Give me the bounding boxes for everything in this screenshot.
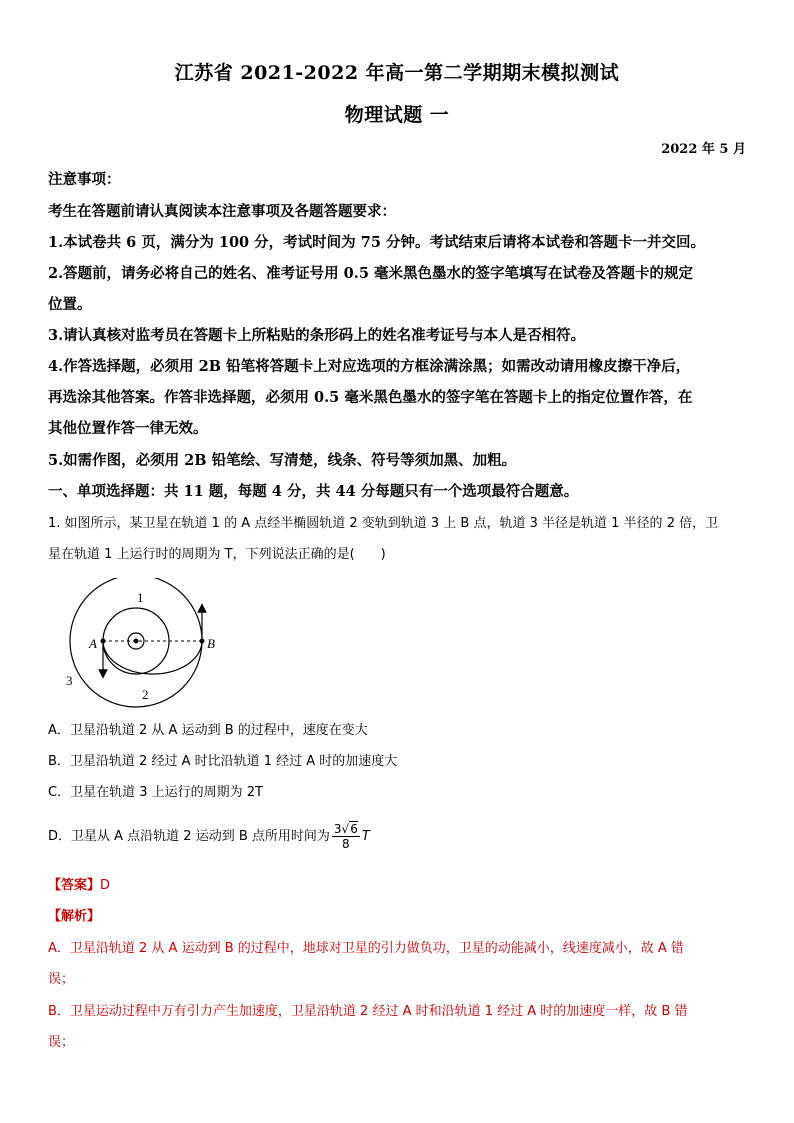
label-orbit-3: 3 (66, 673, 73, 688)
option-a: A．卫星沿轨道 2 从 A 运动到 B 的过程中，速度在变大 (48, 723, 368, 738)
analysis-a-line2: 误； (48, 972, 75, 987)
page-title: 江苏省 2021-2022 年高一第二学期期末模拟测试 (174, 62, 620, 84)
question-stem-line1: 1. 如图所示，某卫星在轨道 1 的 A 点经半椭圆轨道 2 变轨到轨道 3 上 B 点，轨道 3 半径是轨道 1 半径的 2 倍，卫 (48, 516, 719, 531)
notice-item-5: 5.如需作图，必须用 2B 铅笔绘、写清楚，线条、符号等须加黑、加粗。 (48, 452, 517, 469)
analysis-b-line1: B．卫星运动过程中万有引力产生加速度，卫星沿轨道 2 经过 A 时和沿轨道 1 经过 A 时的加速度一样，故 B 错 (48, 1004, 688, 1019)
notice-item-2a: 2.答题前，请务必将自己的姓名、准考证号用 0.5 毫米黑色墨水的签字笔填写在试卷及答题卡的规定 (48, 265, 693, 282)
analysis-a-line1: A．卫星沿轨道 2 从 A 运动到 B 的过程中，地球对卫星的引力做负功，卫星的动能减小，线速度减小，故 A 错 (48, 941, 684, 956)
notice-item-4c: 其他位置作答一律无效。 (48, 420, 208, 437)
notice-item-4a: 4.作答选择题，必须用 2B 铅笔将答题卡上对应选项的方框涂满涂黑；如需改动请用橡皮擦干净后， (48, 358, 691, 375)
label-orbit-2: 2 (142, 687, 149, 702)
option-d-text: D．卫星从 A 点沿轨道 2 运动到 B 点所用时间为 (48, 829, 330, 844)
fraction-denominator: 8 (342, 837, 350, 851)
orbit-diagram (56, 578, 226, 708)
option-d-suffix: T (361, 829, 370, 844)
notice-heading: 注意事项： (48, 171, 121, 188)
question-stem-line2: 星在轨道 1 上运行时的周期为 T，下列说法正确的是( ) (48, 547, 386, 562)
page-subtitle: 物理试题 一 (344, 104, 450, 126)
answer-value: D (100, 878, 111, 893)
notice-intro: 考生在答题前请认真阅读本注意事项及各题答题要求： (48, 203, 396, 220)
option-c: C．卫星在轨道 3 上运行的周期为 2T (48, 785, 263, 800)
exam-date: 2022 年 5 月 (661, 142, 746, 157)
label-point-a: A (89, 636, 97, 651)
notice-item-3: 3.请认真核对监考员在答题卡上所粘贴的条形码上的姓名准考证号与本人是否相符。 (48, 327, 586, 344)
fraction-coefficient: 3 (333, 822, 342, 836)
notice-item-1: 1.本试卷共 6 页，满分为 100 分，考试时间为 75 分钟。考试结束后请将本试卷和答题卡一并交回。 (48, 234, 705, 251)
notice-item-2b: 位置。 (48, 296, 92, 313)
section-heading: 一、单项选择题：共 11 题，每题 4 分，共 44 分每题只有一个选项最符合题意。 (48, 483, 579, 500)
analysis-label: 【解析】 (48, 909, 101, 924)
answer-line (48, 876, 748, 896)
answer-label: 【答案】 (48, 878, 101, 893)
label-orbit-1: 1 (137, 590, 144, 605)
analysis-b-line2: 误； (48, 1035, 75, 1050)
option-b: B．卫星沿轨道 2 经过 A 时比沿轨道 1 经过 A 时的加速度大 (48, 754, 398, 769)
notice-item-4b: 再选涂其他答案。作答非选择题，必须用 0.5 毫米黑色墨水的签字笔在答题卡上的指定位置作答，在 (48, 389, 693, 406)
option-d (48, 822, 748, 851)
label-point-b: B (207, 636, 215, 651)
option-d-fraction: $\frac{3√6}{8}$ (333, 822, 358, 851)
fraction-root: 6 (350, 822, 358, 836)
